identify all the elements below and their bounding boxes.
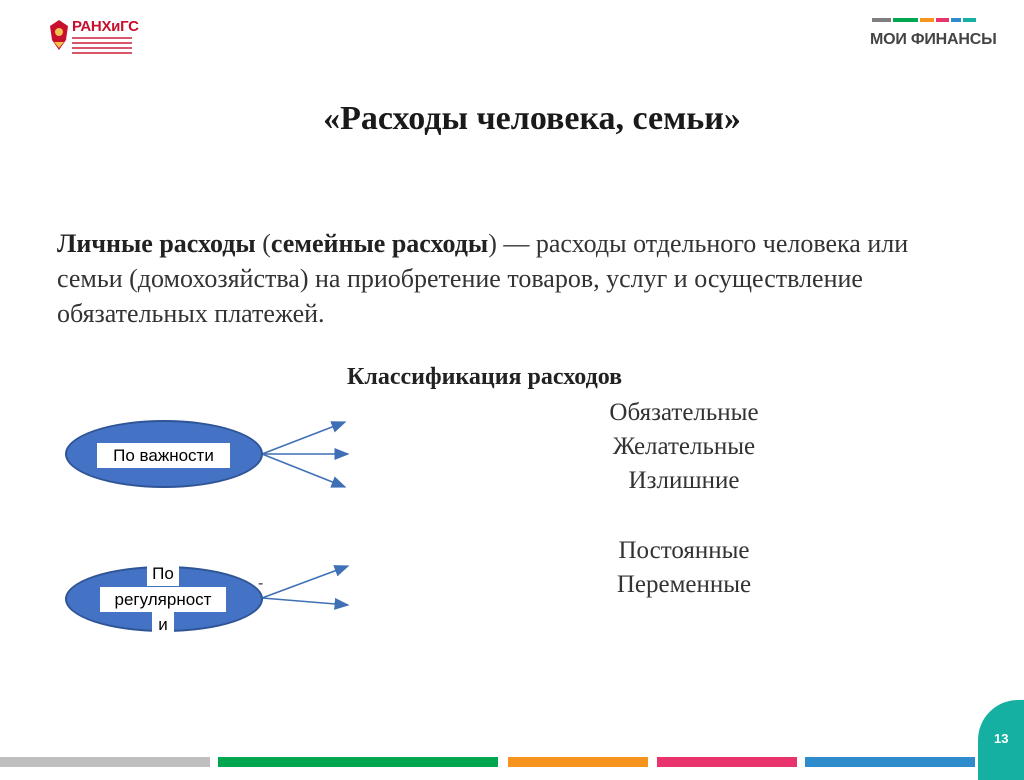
importance-label: По важности (97, 443, 230, 468)
definition-paragraph (57, 226, 977, 331)
regularity-label-line-3: и (152, 612, 174, 637)
regularity-label-line-2: регулярност (100, 587, 226, 612)
arrow-importance-1 (262, 422, 345, 454)
ranepa-logo (48, 16, 138, 56)
moi-finansy-logo-text: МОИ ФИНАНСЫ (870, 31, 997, 48)
footer-bar-orange (508, 757, 648, 767)
category-mandatory: Обязательные (609, 399, 759, 426)
ranepa-logo-subtitle-lines (72, 37, 132, 57)
category-desirable: Желательные (612, 433, 756, 460)
ranepa-logo-text: РАНХиГС (72, 18, 139, 35)
page-number: 13 (994, 731, 1009, 746)
logo-color-stripes (872, 18, 976, 22)
category-excess: Излишние (628, 467, 740, 494)
footer-bar-pink (657, 757, 797, 767)
regularity-label-line-1: По (147, 561, 179, 586)
slide-title: «Расходы человека, семьи» (323, 100, 741, 137)
arrow-regularity-2 (262, 598, 348, 605)
definition-open-paren: ( (255, 229, 271, 258)
category-variable: Переменные (616, 571, 752, 598)
footer-bar-gray (0, 757, 210, 767)
classification-heading: Классификация расходов (347, 364, 623, 390)
arrow-regularity-1 (262, 566, 348, 598)
category-fixed: Постоянные (618, 537, 750, 564)
definition-text: ) — расходы отдельного человека или семьи (домохозяйства) на приобретение товаров, услуг и осуществление обязательных платежей. (57, 229, 909, 328)
arrow-importance-3 (262, 454, 345, 487)
moi-finansy-logo (870, 14, 997, 54)
footer-bar-green (218, 757, 498, 767)
definition-synonym: семейные расходы (270, 229, 489, 258)
regularity-dash: - (258, 575, 264, 592)
eagle-emblem-icon (48, 18, 70, 52)
definition-term: Личные расходы (57, 229, 256, 258)
footer-bar-blue (805, 757, 975, 767)
